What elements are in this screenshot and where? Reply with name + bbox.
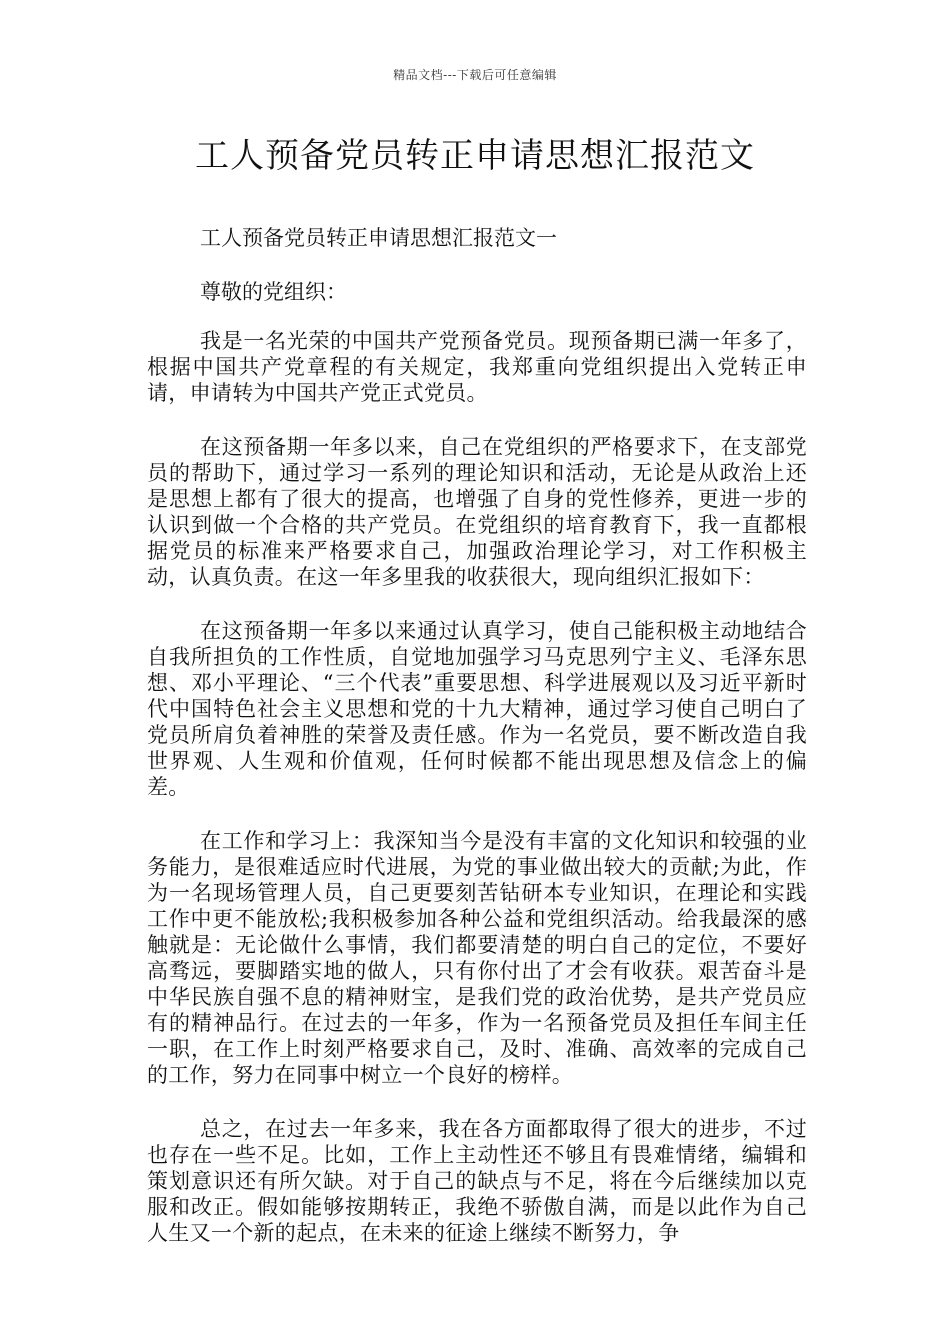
header-note: 精品文档---下载后可任意编辑 (393, 68, 557, 82)
paragraph-2: 在这预备期一年多以来，自己在党组织的严格要求下，在支部党员的帮助下，通过学习一系列的理论知识和活动，无论是从政治上还是思想上都有了很大的提高，也增强了自身的党性修养，更进一步的认识到做一个合格的共产党员。在党组织的培育教育下，我一直都根据党员的标准来严格要求自己，加强政治理论学习，对工作积极主动，认真负责。在这一年多里我的收获很大，现向组织汇报如下： (147, 435, 807, 589)
salutation: 尊敬的党组织： (200, 280, 347, 304)
paragraph-4: 在工作和学习上：我深知当今是没有丰富的文化知识和较强的业务能力，是很难适应时代进展，为党的事业做出较大的贡献;为此，作为一名现场管理人员，自己更要刻苦钻研本专业知识，在理论和实践工作中更不能放松;我积极参加各种公益和党组织活动。给我最深的感触就是：无论做什么事情，我们都要清楚的明白自己的定位，不要好高骛远，要脚踏实地的做人，只有你付出了才会有收获。艰苦奋斗是中华民族自强不息的精神财宝，是我们党的政治优势，是共产党员应有的精神品行。在过去的一年多，作为一名预备党员及担任车间主任一职，在工作上时刻严格要求自己，及时、准确、高效率的完成自己的工作，努力在同事中树立一个良好的榜样。 (147, 829, 807, 1087)
section-subtitle: 工人预备党员转正申请思想汇报范文一 (200, 226, 557, 250)
document-body (147, 224, 807, 1274)
paragraph-5: 总之，在过去一年多来，我在各方面都取得了很大的进步，不过也存在一些不足。比如，工作上主动性还不够且有畏难情绪，编辑和策划意识还有所欠缺。对于自己的缺点与不足，将在今后继续加以克服和改正。假如能够按期转正，我绝不骄傲自满，而是以此作为自己人生又一个新的起点，在未来的征途上继续不断努力，争 (147, 1117, 807, 1245)
paragraph-1: 我是一名光荣的中国共产党预备党员。现预备期已满一年多了，根据中国共产党章程的有关规定，我郑重向党组织提出入党转正申请，申请转为中国共产党正式党员。 (147, 329, 807, 405)
paragraph-3: 在这预备期一年多以来通过认真学习，使自己能积极主动地结合自我所担负的工作性质，自觉地加强学习马克思列宁主义、毛泽东思想、邓小平理论、“三个代表”重要思想、科学进展观以及习近平新时代中国特色社会主义思想和党的十九大精神，通过学习使自己明白了党员所肩负着神胜的荣誉及责任感。作为一名党员，要不断改造自我世界观、人生观和价值观，任何时候都不能出现思想及信念上的偏差。 (147, 619, 807, 799)
document-title: 工人预备党员转正申请思想汇报范文 (195, 136, 755, 176)
